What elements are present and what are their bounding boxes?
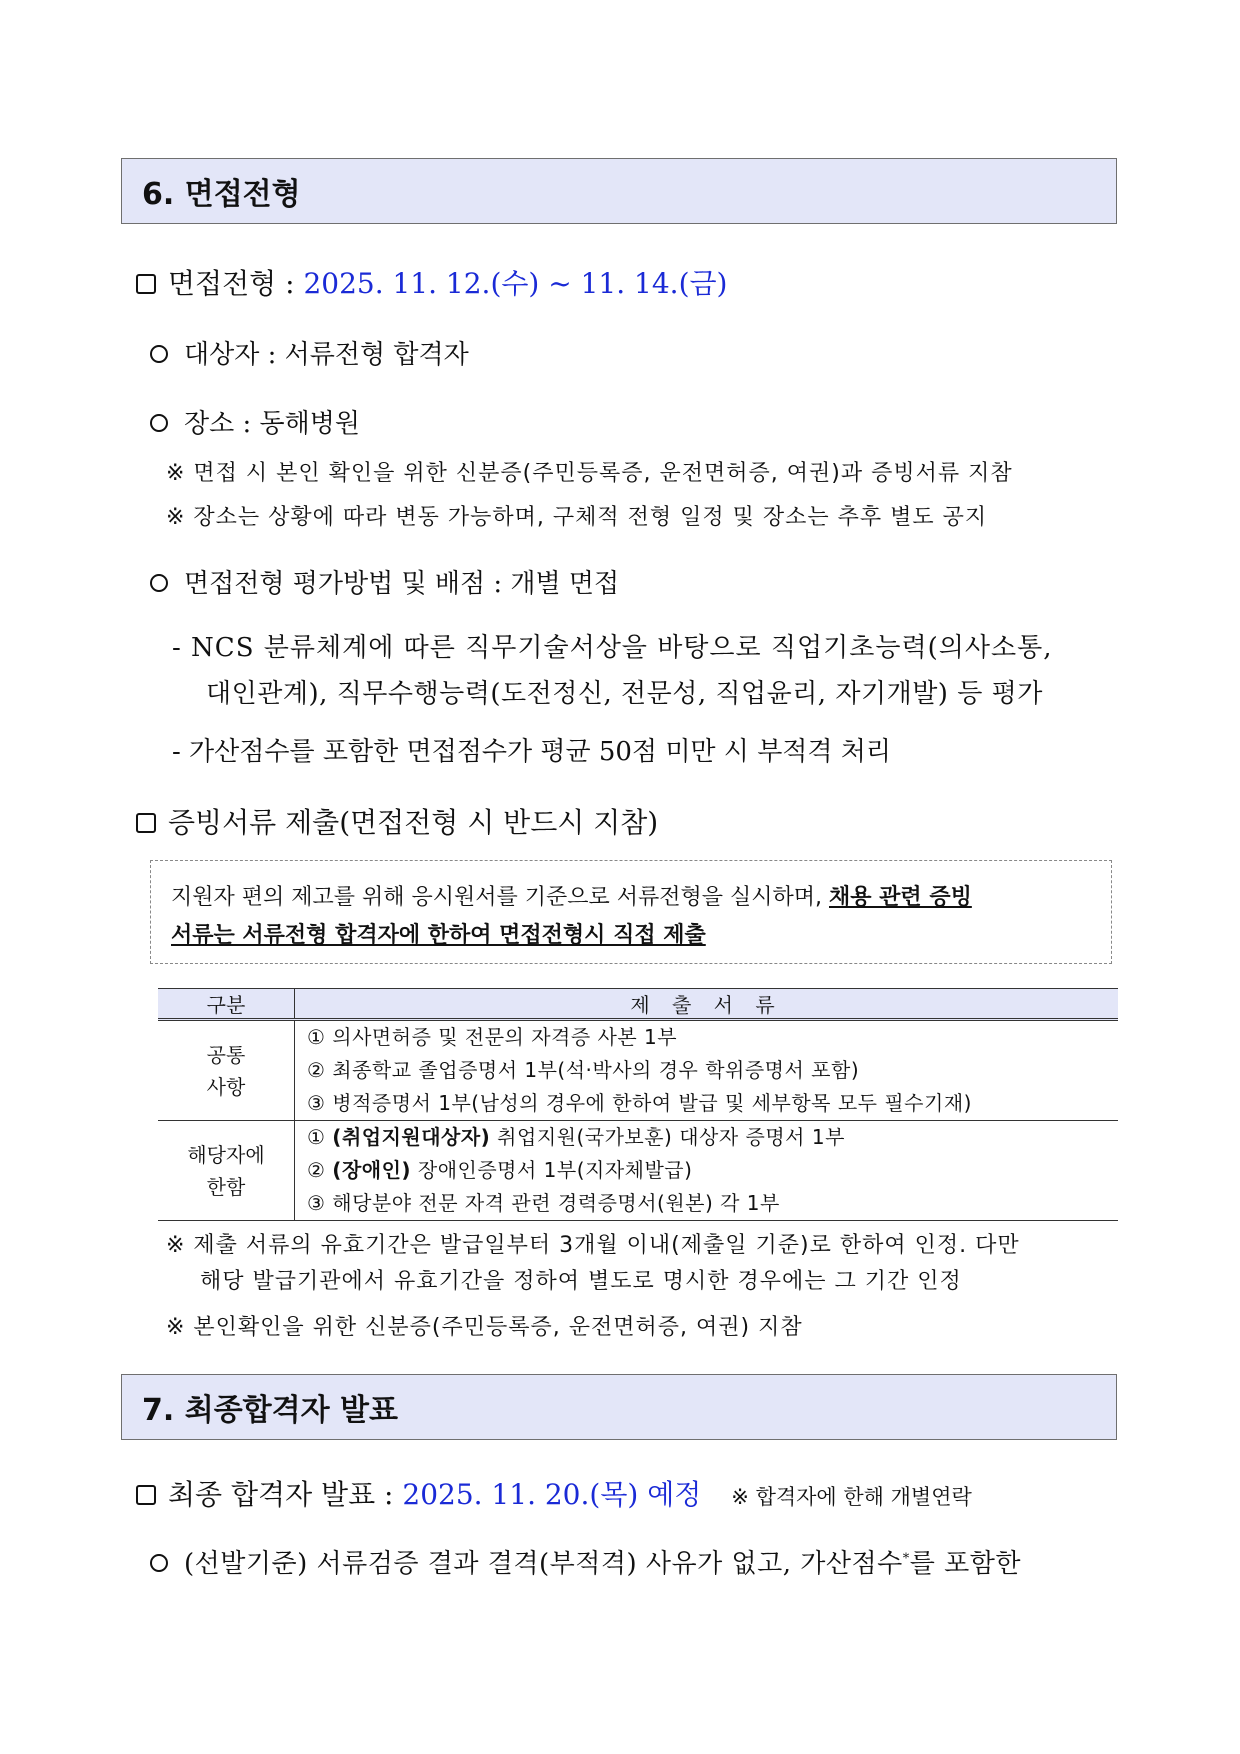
item-number: ② [307,1158,333,1182]
table-row [158,1020,1118,1121]
applicable-items [295,1121,1119,1221]
table-header-row [158,989,1118,1020]
method-item-2: - 가산점수를 포함한 면접점수가 평균 50점 미만 시 부적격 처리 [172,737,892,767]
target-line [150,334,469,371]
criteria-ref-mark: * [902,1551,910,1567]
docs-title: 증빙서류 제출(면접전형 시 반드시 지참) [168,806,659,839]
circle-bullet-icon [150,345,168,363]
announce-line [136,1473,972,1513]
criteria-line [150,1543,1021,1580]
section-6-title: 6. 면접전형 [142,177,301,212]
item-text: 해당분야 전문 자격 관련 경력증명서(원본) 각 1부 [332,1191,780,1215]
place-text: 장소 : 동해병원 [184,409,360,439]
interview-date: 2025. 11. 12.(수) ~ 11. 14.(금) [303,267,728,300]
header-category: 구분 [158,989,295,1020]
circle-bullet-icon [150,414,168,432]
list-item [295,1121,1118,1154]
place-note-2: ※ 장소는 상황에 따라 변동 가능하며, 구체적 전형 일정 및 장소는 추후 별도 공지 [166,505,988,530]
item-bold-label: (취업지원대상자) [332,1125,491,1149]
notice-box [150,860,1112,964]
notice-bold-2: 서류는 서류전형 합격자에 한하여 면접전형시 직접 제출 [171,923,706,948]
item-number: ① [307,1125,333,1149]
list-item [295,1187,1118,1220]
method-text: 면접전형 평가방법 및 배점 : 개별 면접 [184,569,620,599]
common-category: 공통 사항 [158,1020,295,1121]
notice-bold-1: 채용 관련 증빙 [829,885,972,910]
criteria-text: (선발기준) 서류검증 결과 결격(부적격) 사유가 없고, 가산점수 [184,1549,903,1579]
item-text: 장애인증명서 1부(지자체발급) [411,1158,693,1182]
announce-date: 2025. 11. 20.(목) 예정 [402,1478,702,1511]
checkbox-square-icon [136,1485,156,1505]
method-item-1: - NCS 분류체계에 따른 직무기술서상을 바탕으로 직업기초능력(의사소통, [172,633,1053,663]
item-bold-label: (장애인) [332,1158,412,1182]
circle-bullet-icon [150,1554,168,1572]
list-item: ③ 병적증명서 1부(남성의 경우에 한하여 발급 및 세부항목 모두 필수기재) [307,1091,972,1115]
announce-label: 최종 합격자 발표 : [168,1478,403,1511]
list-item: ② 최종학교 졸업증명서 1부(석·박사의 경우 학위증명서 포함) [307,1058,860,1082]
section-6-header [121,158,1117,224]
header-docs: 제 출 서 류 [295,989,1119,1020]
applicable-category: 해당자에 한함 [158,1121,295,1221]
list-item [295,1154,1118,1187]
circle-bullet-icon [150,574,168,592]
docs-title-line [136,801,658,841]
table-row [158,1121,1118,1221]
list-item: ① 의사면허증 및 전문의 자격증 사본 1부 [307,1025,678,1049]
table-note-1-cont: 해당 발급기관에서 유효기간을 정하여 별도로 명시한 경우에는 그 기간 인정 [200,1269,962,1294]
section-7-header [121,1374,1117,1440]
interview-label: 면접전형 : [168,267,304,300]
docs-table [158,988,1118,1221]
criteria-tail: 를 포함한 [909,1549,1021,1579]
notice-plain: 지원자 편의 제고를 위해 응시원서를 기준으로 서류전형을 실시하며, [171,885,829,910]
table-note-2: ※ 본인확인을 위한 신분증(주민등록증, 운전면허증, 여권) 지참 [166,1315,803,1340]
item-text: 취업지원(국가보훈) 대상자 증명서 1부 [490,1125,845,1149]
table-note-1: ※ 제출 서류의 유효기간은 발급일부터 3개월 이내(제출일 기준)로 한하여 인정. 다만 [166,1233,1020,1258]
place-note-1: ※ 면접 시 본인 확인을 위한 신분증(주민등록증, 운전면허증, 여권)과 증빙서류 지참 [166,461,1013,486]
announce-note: ※ 합격자에 한해 개별연락 [731,1485,972,1509]
method-item-1-cont: 대인관계), 직무수행능력(도전정신, 전문성, 직업윤리, 자기개발) 등 평가 [206,679,1043,709]
section-7-title: 7. 최종합격자 발표 [142,1393,399,1428]
method-line [150,563,619,600]
place-line [150,403,360,440]
checkbox-square-icon [136,274,156,294]
common-items [295,1020,1119,1121]
target-text: 대상자 : 서류전형 합격자 [184,340,469,370]
item-number: ③ [307,1191,333,1215]
checkbox-square-icon [136,813,156,833]
interview-schedule [136,262,727,302]
